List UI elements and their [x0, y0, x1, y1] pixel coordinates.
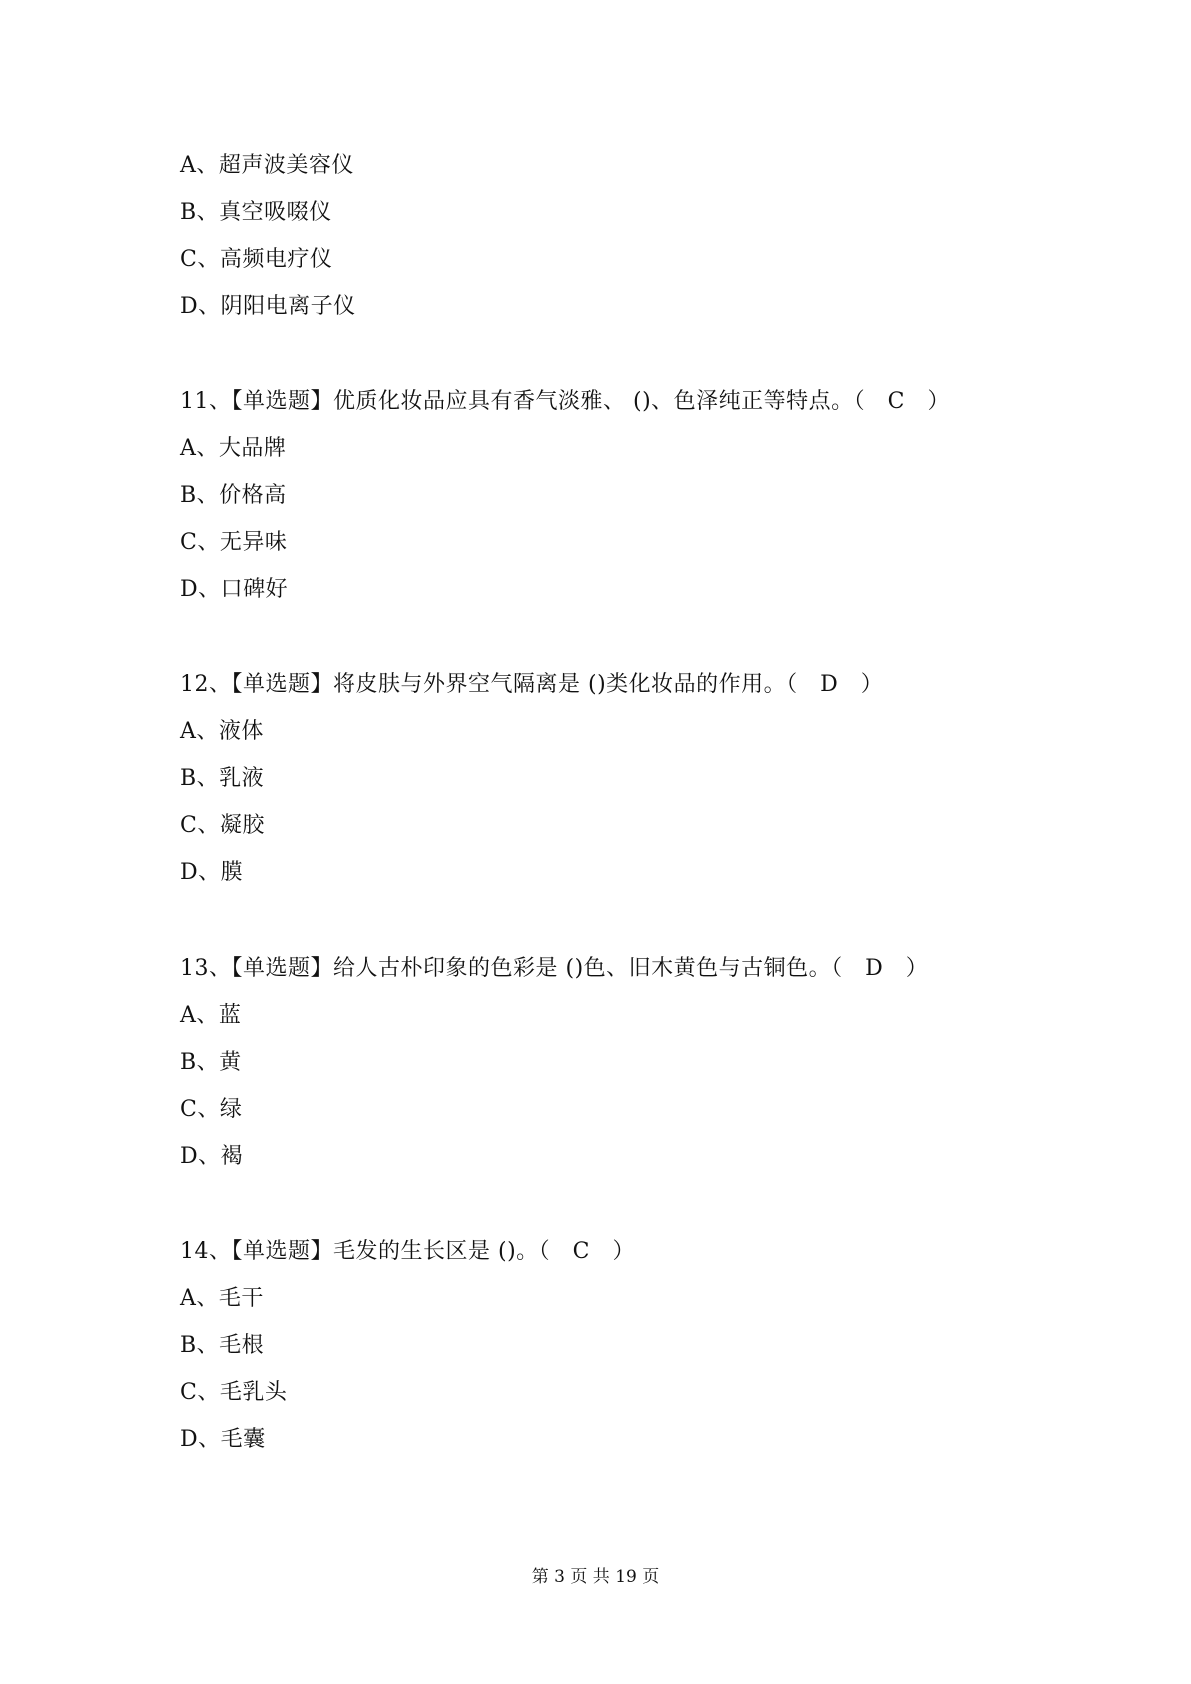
option-c: C、绿 [180, 1097, 243, 1122]
question-11 [180, 378, 1080, 613]
option-b: B、毛根 [180, 1333, 265, 1358]
question-10-options [180, 142, 1080, 330]
option-a: A、大品牌 [180, 436, 287, 461]
option-c: C、高频电疗仪 [180, 247, 333, 272]
option-b: B、真空吸啜仪 [180, 200, 332, 225]
option-d: D、褐 [180, 1144, 244, 1169]
option-d: D、阴阳电离子仪 [180, 294, 356, 319]
question-text: 11、【单选题】优质化妆品应具有香气淡雅、 ()、色泽纯正等特点。（ C ） [180, 389, 950, 414]
option-b: B、乳液 [180, 766, 265, 791]
option-b: B、黄 [180, 1050, 242, 1075]
option-a: A、液体 [180, 719, 264, 744]
option-d: D、口碑好 [180, 577, 289, 602]
option-d: D、膜 [180, 860, 244, 885]
option-b: B、价格高 [180, 483, 287, 508]
question-text: 14、【单选题】毛发的生长区是 ()。（ C ） [180, 1239, 635, 1264]
question-text: 12、【单选题】将皮肤与外界空气隔离是 ()类化妆品的作用。（ D ） [180, 672, 884, 697]
question-12 [180, 661, 1080, 896]
page-number-footer: 第 3 页 共 19 页 [531, 1567, 660, 1587]
option-c: C、毛乳头 [180, 1380, 288, 1405]
option-a: A、毛干 [180, 1286, 264, 1311]
option-a: A、超声波美容仪 [180, 153, 354, 178]
option-c: C、凝胶 [180, 813, 265, 838]
option-a: A、蓝 [180, 1003, 242, 1028]
option-d: D、毛囊 [180, 1427, 266, 1452]
question-14 [180, 1228, 1080, 1463]
option-c: C、无异味 [180, 530, 288, 555]
question-text: 13、【单选题】给人古朴印象的色彩是 ()色、旧木黄色与古铜色。（ D ） [180, 956, 929, 981]
question-13 [180, 945, 1080, 1180]
